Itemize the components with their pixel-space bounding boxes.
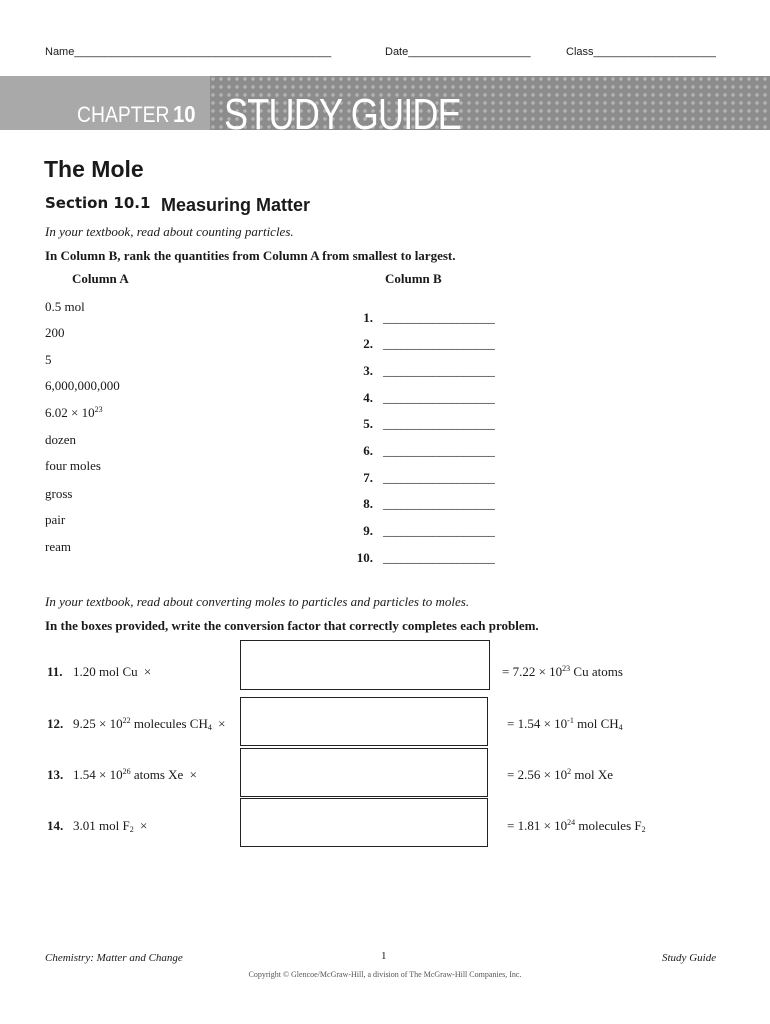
column-a-header: Column A [72, 271, 129, 286]
column-b-header: Column B [385, 271, 442, 286]
expression-part: 3.01 mol F [73, 818, 130, 833]
column-a-text: 200 [45, 325, 65, 340]
column-a-text: dozen [45, 432, 77, 447]
result-part: = 1.54 × 10 [507, 716, 568, 731]
chapter-label [77, 101, 196, 128]
part2-intro: In your textbook, read about converting moles to particles and particles to moles. [45, 594, 470, 609]
rank-answer-blank[interactable]: __________________ [383, 496, 495, 511]
subscript: 4 [618, 723, 623, 732]
times-sign: × [214, 716, 226, 731]
column-a-text: 6,000,000,000 [45, 378, 120, 393]
expression-part: 1.20 mol Cu [73, 664, 141, 679]
result-part: molecules F [575, 818, 642, 833]
column-a-item [45, 432, 76, 448]
result-part: mol Xe [571, 767, 614, 782]
page-number: 1 [381, 950, 387, 962]
column-a-text: ream [45, 539, 71, 554]
column-a-item [45, 299, 85, 315]
date-field[interactable]: Date____________________ [385, 46, 531, 58]
rank-number: 7. [363, 470, 373, 485]
rank-number: 2. [363, 336, 373, 351]
exponent: 22 [122, 716, 131, 725]
rank-number: 6. [363, 443, 373, 458]
result-part: mol CH [573, 716, 619, 731]
expression-part: 1.54 × 10 [73, 767, 123, 782]
column-a-item [45, 378, 120, 394]
part1-intro: In your textbook, read about counting particles. [45, 224, 294, 239]
subscript: 4 [207, 723, 212, 732]
rank-number: 8. [363, 496, 373, 511]
exponent: 24 [567, 818, 576, 827]
problem-result [507, 767, 613, 783]
problem-expression [73, 716, 225, 732]
problem-expression [73, 767, 197, 783]
column-a-text: pair [45, 512, 66, 527]
times-sign: × [136, 818, 148, 833]
subscript: 2 [129, 825, 134, 834]
result-part: = 2.56 × 10 [507, 767, 568, 782]
expression-part: 9.25 × 10 [73, 716, 123, 731]
problem-number: 12. [47, 716, 64, 731]
rank-answer-blank[interactable]: __________________ [383, 310, 495, 325]
column-a-item [45, 486, 72, 502]
conversion-factor-box[interactable] [240, 697, 488, 746]
column-a-text: 6.02 × 10 [45, 405, 95, 420]
column-a-item [45, 458, 101, 474]
class-field[interactable]: Class____________________ [566, 46, 716, 58]
column-a-text: gross [45, 486, 73, 501]
rank-number: 10. [356, 550, 373, 565]
problem-expression [73, 664, 151, 680]
section-name: Measuring Matter [161, 195, 311, 215]
column-a-item [45, 512, 65, 528]
rank-number: 5. [363, 416, 373, 431]
page-title: The Mole [44, 156, 144, 182]
chapter-word: CHAPTER [77, 102, 170, 127]
conversion-factor-box[interactable] [240, 798, 488, 847]
column-a-text: four moles [45, 458, 101, 473]
subscript: 2 [641, 825, 646, 834]
rank-number: 4. [363, 390, 373, 405]
column-a-item [45, 325, 65, 341]
rank-answer-blank[interactable]: __________________ [383, 523, 495, 538]
rank-number: 1. [363, 310, 373, 325]
rank-answer-blank[interactable]: __________________ [383, 416, 495, 431]
result-part: Cu atoms [570, 664, 623, 679]
part1-instruction: In Column B, rank the quantities from Column A from smallest to largest. [45, 248, 456, 263]
problem-expression [73, 818, 147, 834]
times-sign: × [143, 664, 152, 679]
study-guide-title: STUDY GUIDE [224, 90, 461, 139]
problem-number: 14. [47, 818, 64, 833]
column-a-text: 0.5 mol [45, 299, 85, 314]
exponent: 2 [567, 767, 572, 776]
rank-answer-blank[interactable]: __________________ [383, 550, 495, 565]
exponent: 23 [562, 664, 571, 673]
rank-answer-blank[interactable]: __________________ [383, 390, 495, 405]
result-part: = 1.81 × 10 [507, 818, 568, 833]
expression-part: atoms Xe [130, 767, 187, 782]
column-a-item [45, 539, 71, 555]
conversion-factor-box[interactable] [240, 748, 488, 797]
footer-study-guide: Study Guide [662, 952, 717, 964]
conversion-factor-box[interactable] [240, 640, 490, 690]
name-field[interactable]: Name__________________________________________ [45, 46, 332, 58]
rank-number: 3. [363, 363, 373, 378]
column-a-text: 5 [45, 352, 52, 367]
times-sign: × [189, 767, 197, 782]
rank-answer-blank[interactable]: __________________ [383, 363, 495, 378]
rank-number: 9. [363, 523, 373, 538]
column-a-item [45, 405, 103, 421]
column-a-item [45, 352, 52, 368]
rank-answer-blank[interactable]: __________________ [383, 443, 495, 458]
problem-number: 11. [47, 664, 63, 679]
exponent: -1 [567, 716, 574, 725]
rank-answer-blank[interactable]: __________________ [383, 336, 495, 351]
result-part: = 7.22 × 10 [502, 664, 563, 679]
problem-result [502, 664, 623, 680]
exponent: 26 [122, 767, 131, 776]
chapter-number: 10 [173, 101, 196, 127]
problem-result [507, 818, 646, 834]
expression-part: molecules CH [130, 716, 208, 731]
section-label: Section 10.1 [45, 194, 151, 212]
part2-instruction: In the boxes provided, write the conversion factor that correctly completes each problem. [45, 618, 539, 633]
rank-answer-blank[interactable]: __________________ [383, 470, 495, 485]
problem-number: 13. [47, 767, 64, 782]
copyright-notice: Copyright © Glencoe/McGraw-Hill, a division of The McGraw-Hill Companies, Inc. [248, 970, 522, 979]
problem-result [507, 716, 623, 732]
exponent: 23 [94, 405, 103, 414]
footer-book-title: Chemistry: Matter and Change [45, 952, 183, 964]
